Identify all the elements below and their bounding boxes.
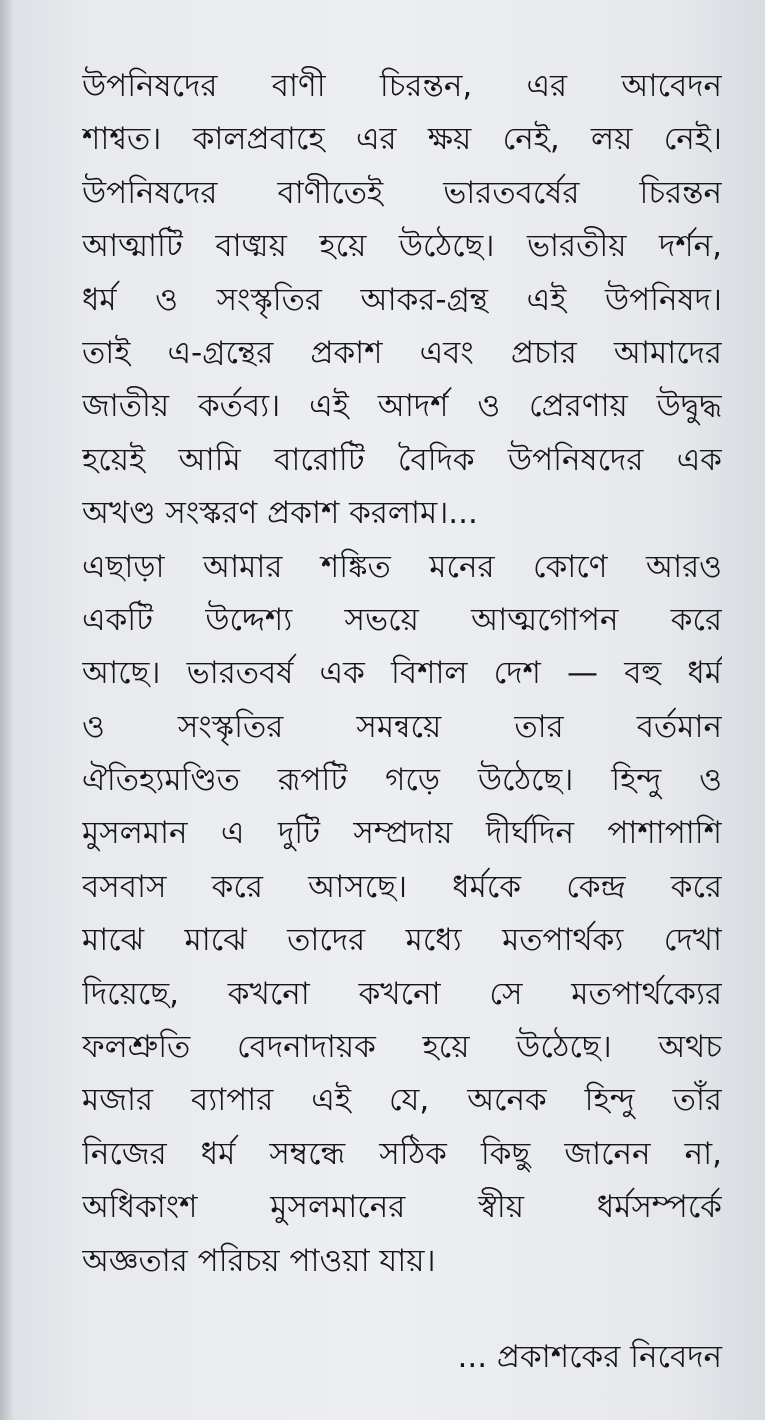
text-line: অধিকাংশ মুসলমানের স্বীয় ধর্মসম্পর্কে xyxy=(82,1189,722,1226)
publisher-signature: ... প্রকাশকের নিবেদন xyxy=(457,1339,722,1375)
page-edge-shadow xyxy=(0,0,14,1420)
text-line: একটি উদ্দেশ্য সভয়ে আত্মগোপন করে xyxy=(82,601,722,638)
text-line: মাঝে মাঝে তাদের মধ্যে মতপার্থক্য দেখা xyxy=(82,922,722,959)
text-line: আত্মাটি বাঙ্ময় হয়ে উঠেছে। ভারতীয় দর্শন, xyxy=(82,228,722,265)
text-line: জাতীয় কর্তব্য। এই আদর্শ ও প্রেরণায় উদ্বুদ্ধ xyxy=(82,388,722,425)
text-line: ঐতিহ্যমণ্ডিত রূপটি গড়ে উঠেছে। হিন্দু ও xyxy=(82,762,722,799)
text-line: অখণ্ড সংস্করণ প্রকাশ করলাম।... xyxy=(82,495,478,532)
blurb-text xyxy=(82,60,722,1288)
text-line: নিজের ধর্ম সম্বন্ধে সঠিক কিছু জানেন না, xyxy=(82,1135,722,1172)
text-line: মুসলমান এ দুটি সম্প্রদায় দীর্ঘদিন পাশাপাশি xyxy=(82,815,722,852)
text-line: বসবাস করে আসছে। ধর্মকে কেন্দ্র করে xyxy=(82,868,722,905)
paragraph-2 xyxy=(82,541,722,1288)
text-line: এছাড়া আমার শঙ্কিত মনের কোণে আরও xyxy=(82,548,722,585)
text-line: ও সংস্কৃতির সমন্বয়ে তার বর্তমান xyxy=(82,708,722,745)
text-line: উপনিষদের বাণীতেই ভারতবর্ষের চিরন্তন xyxy=(82,174,722,211)
text-line: আছে। ভারতবর্ষ এক বিশাল দেশ — বহু ধর্ম xyxy=(82,655,722,692)
text-line: ফলশ্রুতি বেদনাদায়ক হয়ে উঠেছে। অথচ xyxy=(82,1029,722,1066)
text-line: হয়েই আমি বারোটি বৈদিক উপনিষদের এক xyxy=(82,441,722,478)
text-line: মজার ব্যাপার এই যে, অনেক হিন্দু তাঁর xyxy=(82,1082,722,1119)
text-line: ধর্ম ও সংস্কৃতির আকর-গ্রন্থ এই উপনিষদ। xyxy=(82,281,722,318)
text-line: অজ্ঞতার পরিচয় পাওয়া যায়। xyxy=(82,1242,436,1279)
text-line: তাই এ-গ্রন্থের প্রকাশ এবং প্রচার আমাদের xyxy=(82,334,722,371)
text-line: উপনিষদের বাণী চিরন্তন, এর আবেদন xyxy=(82,68,722,104)
text-line: দিয়েছে, কখনো কখনো সে মতপার্থক্যের xyxy=(82,975,722,1012)
paragraph-1 xyxy=(82,60,722,541)
text-line: শাশ্বত। কালপ্রবাহে এর ক্ষয় নেই, লয় নেই। xyxy=(82,121,722,158)
